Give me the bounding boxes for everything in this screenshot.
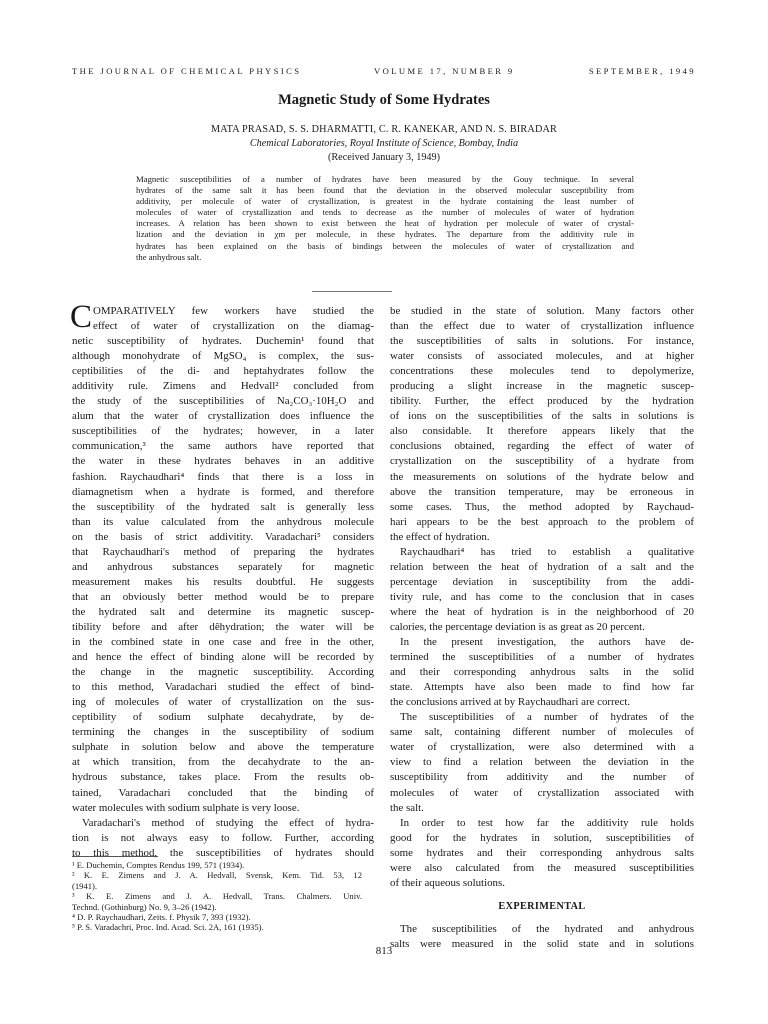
footnote: ² K. E. Zimens and J. A. Hedvall, Svensk, Kem. Tid. 53, 12 (72, 870, 362, 881)
body-line: conclusions obtained, regarding the effect of water of (390, 440, 694, 453)
body-line: that an obviously better method would be to prepare (72, 590, 374, 603)
abstract-line: hydrates of the same salt it has been found that the deviation in the observed molecular susceptibility from (136, 185, 634, 196)
body-line: water consists of associated molecules, and at higher (390, 350, 694, 363)
body-line: same salt, containing different number of molecules of (390, 726, 694, 739)
body-line: water molecules with sodium sulphate is very loose. (72, 801, 300, 814)
running-header (72, 66, 696, 78)
abstract (136, 174, 634, 263)
body-line: above the transition temperature, may be erroneous in (390, 485, 694, 498)
footnote: (1941). (72, 880, 98, 891)
body-line: additivity rule. Zimens and Hedvall² concluded from (72, 380, 374, 393)
first-line-text: OMPARATIVELY few workers have studied the (93, 305, 374, 317)
body-line: fashion. Raychaudhari⁴ finds that there is a loss in (72, 470, 374, 483)
abstract-line: hydrates has been explained on the basis of bindings between the molecules of water of crystallization and (136, 240, 634, 251)
footnote: ³ K. E. Zimens and J. A. Hedvall, Trans. Chalmers. Univ. (72, 891, 362, 902)
body-line: where the heat of hydration is in the neighborhood of 20 (390, 605, 694, 618)
body-line: the susceptibility of the hydrated salt is generally less (72, 500, 374, 513)
body-line: some cases. Thus, the method adopted by Raychaud- (390, 500, 694, 513)
footnote: ¹ E. Duchemin, Comptes Rendus 199, 571 (1934). (72, 860, 245, 870)
page-number: 813 (375, 945, 393, 957)
body-line: concentrations these molecules tend to depolymerize, (390, 365, 694, 378)
body-line: tibility before and after dêhydration; the water will be (72, 620, 374, 633)
author-list: MATA PRASAD, S. S. DHARMATTI, C. R. KANEKAR, AND N. S. BIRADAR (210, 124, 558, 135)
body-line: the salt. (390, 801, 424, 814)
body-line: also considable. It therefore appears likely that the (390, 425, 694, 438)
body-line: of ions on the susceptibilities of the salts in solutions is (390, 410, 694, 423)
article-title: Magnetic Study of Some Hydrates (278, 92, 490, 108)
affiliation: Chemical Laboratories, Royal Institute of Science, Bombay, India (249, 138, 519, 149)
body-line: to this method, the susceptibilities of hydrates should (72, 846, 374, 859)
abstract-line: the anhydrous salt. (136, 251, 202, 262)
body-line: ceptibility of sodium sulphate decahydrate, by de- (72, 711, 374, 724)
body-line: than the effect due to water of crystallization influence (390, 320, 694, 333)
body-line: that Raychaudhari's method of preparing the hydrates (72, 545, 374, 558)
drop-cap: C (70, 299, 93, 335)
body-line: communication,³ the same authors have reported that (72, 440, 374, 453)
body-line: termining the changes in the susceptibility of sodium (72, 726, 374, 739)
body-line: and hence the effect of binding alone will be recorded by (72, 651, 374, 664)
separator-rule (312, 291, 392, 292)
body-line: The susceptibilities of the hydrated and anhydrous (400, 922, 694, 935)
body-line: the change in the magnetic susceptibility. According (72, 666, 374, 679)
body-line: good for the hydrates in solution, susceptibilities of (390, 831, 694, 844)
footnotes (72, 860, 362, 933)
volume-number: VOLUME 17, NUMBER 9 (374, 66, 515, 76)
body-line: the effect of hydration. (390, 530, 490, 543)
body-line: measurement makes his results doubtful. He suggests (72, 575, 374, 588)
body-line: producing a slight increase in the magnetic suscep- (390, 380, 694, 393)
body-line: at which transition, from the decahydrate to the an- (72, 756, 374, 769)
body-line: Raychaudhari⁴ has tried to establish a qualitative (400, 545, 694, 558)
body-line: In order to test how far the additivity rule holds (400, 816, 694, 829)
body-line: in the combined state in one case and free in the other, (72, 636, 374, 649)
body-line: the study of the susceptibilities of Na₂CO₃·10H₂O and (72, 395, 374, 408)
footnote: ⁴ D. P. Raychaudhari, Zeits. f. Physik 7, 393 (1932). (72, 911, 251, 922)
body-line: susceptibilities of the hydrates; however, in a later (72, 425, 374, 438)
body-line: effect of water of crystallization on the diamag- (93, 320, 374, 333)
footnote: ⁵ P. S. Varadachri, Proc. Ind. Acad. Sci. 2A, 161 (1935). (72, 922, 264, 933)
body-line: of their aqueous solutions. (390, 876, 505, 889)
issue-date: SEPTEMBER, 1949 (588, 66, 696, 76)
body-line: In the present investigation, the authors have de- (400, 636, 694, 649)
body-line: view to find a relation between the deviation in the (390, 756, 694, 769)
footnote: Technd. (Gothinburg) No. 9, 3–26 (1942). (72, 901, 217, 912)
spacer (390, 914, 694, 922)
body-line: tivity rule, and has come to the conclusion that in cases (390, 590, 694, 603)
body-line: tibility. Further, the effect produced by the hydration (390, 395, 694, 408)
body-line: relation between the heat of hydration of a salt and the (390, 560, 694, 573)
body-line: the measurements on solutions of the hydrate below and (390, 470, 694, 483)
abstract-line: lization and the deviation in χm per molecule, in these hydrates. The departure from the additivity rule in (136, 229, 634, 240)
body-line: molecules of water of crystallization associated with (390, 786, 694, 799)
abstract-line: Magnetic susceptibilities of a number of hydrates have been measured by the Gouy technique. In several (136, 174, 634, 184)
body-line: Varadachari's method of studying the effect of hydra- (82, 816, 374, 829)
body-line: were also calculated from the measured susceptibilities (390, 861, 694, 874)
body-line: ceptibilities of the di- and heptahydrates follow the (72, 365, 374, 378)
right-column (390, 304, 694, 952)
body-line: than its value calculated from the anhydrous molecule (72, 515, 374, 528)
body-line: although monohydrate of MgSO₄ is complex, the sus- (72, 350, 374, 363)
left-column (70, 299, 374, 861)
section-heading: EXPERIMENTAL (498, 900, 586, 912)
body-line: termined the susceptibilities of a number of hydrates (390, 651, 694, 664)
body-line: the conclusions arrived at by Raychaudhari are correct. (390, 696, 631, 709)
received-date: (Received January 3, 1949) (327, 152, 441, 163)
body-line: diamagnetism when a hydrate is formed, and therefore (72, 485, 374, 498)
abstract-line: molecules of water of crystallization and tends to decrease as the number of molecules of water of hydration (136, 207, 634, 218)
body-line: on the basis of strict addivitity. Varadachari⁵ considers (72, 530, 374, 543)
body-line: sulphate in solution below and above the temperature (72, 741, 374, 754)
body-line: and their corresponding anhydrous salts in the solid (390, 666, 694, 679)
body-line: salts were measured in the solid state and in solutions (390, 937, 694, 950)
body-line: water of crystallization, were also determined with a (390, 741, 694, 754)
body-line: tion is not always easy to follow. Further, according (72, 831, 374, 844)
body-line: ing of molecules of water of crystallization on the sus- (72, 696, 374, 709)
body-line: the hydrated salt and determine its magnetic suscep- (72, 605, 374, 618)
body-line: be studied in the state of solution. Many factors other (390, 305, 694, 317)
body-line: and anhydrous substances separately for magnetic (72, 560, 374, 573)
body-line: alum that the water of crystallization does influence the (72, 410, 374, 423)
body-line: hydrous substance, takes place. From the results ob- (72, 771, 374, 784)
body-line: The susceptibilities of a number of hydrates of the (400, 711, 694, 724)
body-line: susceptibility from additivity and the number of (390, 771, 694, 784)
footnote-rule (72, 856, 158, 857)
body-line: crystallization on the susceptibility of a hydrate from (390, 455, 694, 468)
body-line: some hydrates and their corresponding anhydrous salts (390, 846, 694, 859)
body-line: calories, the percentage deviation is as great as 20 percent. (390, 620, 645, 633)
body-line: hari appears to be the best approach to the problem of (390, 515, 694, 528)
spacer (390, 891, 694, 899)
body-line: state. Attempts have also been made to find how far (390, 681, 694, 694)
body-line: the susceptibilities of salts in solutions. For instance, (390, 335, 694, 348)
abstract-line: increases. A relation has been shown to exist between the heat of hydration per molecule of water of crystal- (136, 218, 634, 229)
body-line: netic susceptibility of hydrates. Duchemin¹ found that (72, 335, 374, 348)
body-line: tained, Varadachari concluded that the binding of (72, 786, 374, 799)
body-line: to this method, Varadachari studied the effect of bind- (72, 681, 374, 694)
journal-name: THE JOURNAL OF CHEMICAL PHYSICS (72, 66, 302, 76)
body-line: the water in these hydrates behaves in an additive (72, 455, 374, 468)
body-line: percentage deviation in susceptibility from the addi- (390, 575, 694, 588)
abstract-line: additivity, per molecule of water of crystallization, is greatest in the hydrate containing the least number of (136, 196, 634, 207)
